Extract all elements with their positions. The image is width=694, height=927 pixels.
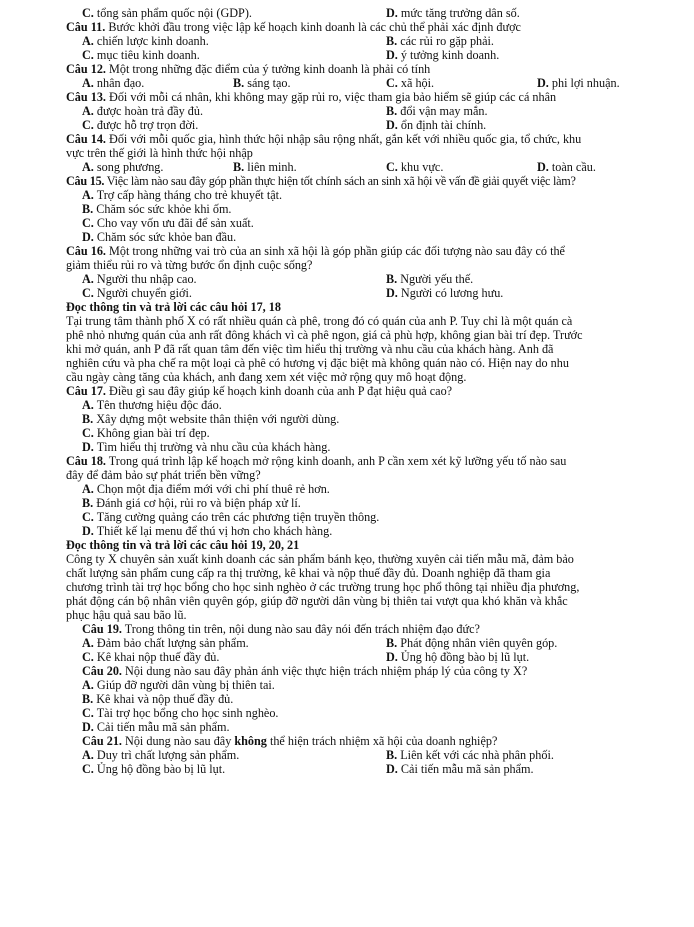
option-b: B. liên minh. (233, 160, 297, 174)
q20-option-a: A. Giúp đỡ người dân vùng bị thiên tai. (82, 678, 275, 692)
option-c: C. tổng sản phẩm quốc nội (GDP). (82, 6, 252, 20)
passage-2-line: Công ty X chuyên sản xuất kinh doanh các sản phẩm bánh kẹo, thường xuyên cải tiến mẫu mã, đảm bảo (66, 552, 574, 566)
option-c: C. Kê khai nộp thuế đầy đủ. (82, 650, 220, 664)
passage-1-line: phê nhỏ nhưng quán của anh rất đông khách vì cà phê ngon, giá cả phù hợp, không gian bài trí đẹp. Trước (66, 328, 583, 342)
question-14: Câu 14. Đối với mỗi quốc gia, hình thức hội nhập sâu rộng nhất, gắn kết với nhiều quốc gia, tổ chức, khu (66, 132, 582, 146)
q18-option-c: C. Tăng cường quảng cáo trên các phương tiện truyền thông. (82, 510, 380, 524)
question-18-cont: đây để đảm bảo sự phát triển bền vững? (66, 468, 261, 482)
q21-options-cd (66, 762, 680, 776)
passage-2-heading: Đọc thông tin và trả lời các câu hỏi 19, 20, 21 (66, 538, 300, 552)
q15-option-d: D. Chăm sóc sức khỏe ban đầu. (82, 230, 237, 244)
q20-option-b: B. Kê khai và nộp thuế đầy đủ. (82, 692, 234, 706)
option-b: B. Liên kết với các nhà phân phối. (386, 748, 554, 762)
passage-1-heading: Đọc thông tin và trả lời các câu hỏi 17, 18 (66, 300, 281, 314)
passage-1-line: Tại trung tâm thành phố X có rất nhiều quán cà phê, trong đó có quán của anh P. Tuy chỉ là một quán cà (66, 314, 573, 328)
question-11: Câu 11. Bước khởi đầu trong việc lập kế hoạch kinh doanh là các chủ thể phải xác định được (66, 20, 521, 34)
q13-options-ab (66, 104, 680, 118)
question-17: Câu 17. Điều gì sau đây giúp kế hoạch kinh doanh của anh P đạt hiệu quả cao? (66, 384, 453, 398)
option-d: D. ý tưởng kinh doanh. (386, 48, 500, 62)
question-19: Câu 19. Trong thông tin trên, nội dung nào sau đây nói đến trách nhiệm đạo đức? (82, 622, 480, 636)
q21-options-ab (66, 748, 680, 762)
option-c: C. Ủng hộ đồng bào bị lũ lụt. (82, 762, 226, 776)
option-d: D. Ủng hộ đồng bào bị lũ lụt. (386, 650, 530, 664)
option-c: C. Người chuyển giới. (82, 286, 192, 300)
option-d: D. toàn cầu. (537, 160, 596, 174)
q15-option-b: B. Chăm sóc sức khỏe khi ốm. (82, 202, 232, 216)
option-d: D. Người có lương hưu. (386, 286, 504, 300)
question-14-cont: vực trên thế giới là hình thức hội nhập (66, 146, 253, 160)
option-b: B. sáng tạo. (233, 76, 291, 90)
q16-options-cd (66, 286, 680, 300)
q17-option-d: D. Tìm hiểu thị trường và nhu cầu của khách hàng. (82, 440, 331, 454)
option-c: C. mục tiêu kinh doanh. (82, 48, 200, 62)
q19-options-ab (66, 636, 680, 650)
question-16: Câu 16. Một trong những vai trò của an sinh xã hội là góp phần giúp các đối tượng nào sau đây có thể (66, 244, 565, 258)
question-21: Câu 21. Nội dung nào sau đây không thể hiện trách nhiệm xã hội của doanh nghiệp? (82, 734, 498, 748)
option-d: D. mức tăng trưởng dân số. (386, 6, 520, 20)
question-16-cont: giảm thiểu rủi ro và từng bước ổn định cuộc sống? (66, 258, 313, 272)
option-b: B. đổi vận may mắn. (386, 104, 488, 118)
q16-options-ab (66, 272, 680, 286)
q14-options (66, 160, 680, 174)
q10-options-cd (66, 6, 680, 20)
question-15: Câu 15. Việc làm nào sau đây góp phần thực hiện tốt chính sách an sinh xã hội về vấn đề giải quyết việc làm? (66, 174, 576, 188)
passage-2-line: phục hậu quả sau bão lũ. (66, 608, 187, 622)
q20-option-c: C. Tài trợ học bổng cho học sinh nghèo. (82, 706, 279, 720)
option-a: A. nhân đạo. (82, 76, 145, 90)
option-b: B. Người yếu thế. (386, 272, 474, 286)
q20-option-d: D. Cải tiến mẫu mã sản phẩm. (82, 720, 230, 734)
q15-option-c: C. Cho vay vốn ưu đãi để sản xuất. (82, 216, 254, 230)
option-b: B. các rủi ro gặp phải. (386, 34, 494, 48)
q18-option-b: B. Đánh giá cơ hội, rủi ro và biện pháp xử lí. (82, 496, 301, 510)
q11-options-cd (66, 48, 680, 62)
question-12: Câu 12. Một trong những đặc điểm của ý tưởng kinh doanh là phải có tính (66, 62, 431, 76)
option-b: B. Phát động nhân viên quyên góp. (386, 636, 558, 650)
q13-options-cd (66, 118, 680, 132)
option-a: A. Người thu nhập cao. (82, 272, 197, 286)
option-c: C. xã hội. (386, 76, 435, 90)
passage-2-line: phát động cán bộ nhân viên quyên góp, giúp đỡ người dân vùng bị thiên tai vượt qua khó khăn và khắc (66, 594, 568, 608)
q15-option-a: A. Trợ cấp hàng tháng cho trẻ khuyết tật. (82, 188, 283, 202)
question-18: Câu 18. Trong quá trình lập kế hoạch mở rộng kinh doanh, anh P cần xem xét kỹ lưỡng yếu tố nào sau (66, 454, 567, 468)
passage-2-line: chương trình tài trợ học bổng cho học sinh nghèo ở các trường trung học phổ thông tại nhiều địa phương, (66, 580, 580, 594)
option-a: A. song phương. (82, 160, 164, 174)
question-20: Câu 20. Nội dung nào sau đây phản ánh việc thực hiện trách nhiệm pháp lý của công ty X? (82, 664, 528, 678)
question-13: Câu 13. Đối với mỗi cá nhân, khi không may gặp rủi ro, việc tham gia bảo hiểm sẽ giúp các cá nhân (66, 90, 557, 104)
option-d: D. Cải tiến mẫu mã sản phẩm. (386, 762, 534, 776)
option-a: A. chiến lược kinh doanh. (82, 34, 209, 48)
option-d: D. ổn định tài chính. (386, 118, 487, 132)
option-d: D. phi lợi nhuận. (537, 76, 620, 90)
q17-option-b: B. Xây dựng một website thân thiện với người dùng. (82, 412, 340, 426)
passage-1-line: cầu ngày càng tăng của khách, anh đang xem xét việc mở rộng quy mô hoạt động. (66, 370, 467, 384)
option-a: A. Đảm bảo chất lượng sản phẩm. (82, 636, 249, 650)
q19-options-cd (66, 650, 680, 664)
q17-option-a: A. Tên thương hiệu độc đáo. (82, 398, 222, 412)
q18-option-d: D. Thiết kế lại menu để thú vị hơn cho khách hàng. (82, 524, 333, 538)
passage-2-line: chất lượng sản phẩm cung cấp ra thị trường, kê khai và nộp thuế đầy đủ. Doanh nghiệp đã tham gia (66, 566, 551, 580)
q18-option-a: A. Chọn một địa điểm mới với chi phí thuê rẻ hơn. (82, 482, 330, 496)
option-a: A. được hoàn trả đầy đủ. (82, 104, 204, 118)
q11-options-ab (66, 34, 680, 48)
option-a: A. Duy trì chất lượng sản phẩm. (82, 748, 240, 762)
q12-options (66, 76, 680, 90)
passage-1-line: khi mở quán, anh P đã rất quan tâm đến việc tìm hiểu thị trường và nhu cầu của khách hàng. Anh đã (66, 342, 554, 356)
passage-1-line: nghiên cứu và pha chế ra một loại cà phê có hương vị đặc biệt mà không quán nào có. Hiện nay do nhu (66, 356, 569, 370)
q17-option-c: C. Không gian bài trí đẹp. (82, 426, 210, 440)
option-c: C. khu vực. (386, 160, 444, 174)
option-c: C. được hỗ trợ trọn đời. (82, 118, 199, 132)
